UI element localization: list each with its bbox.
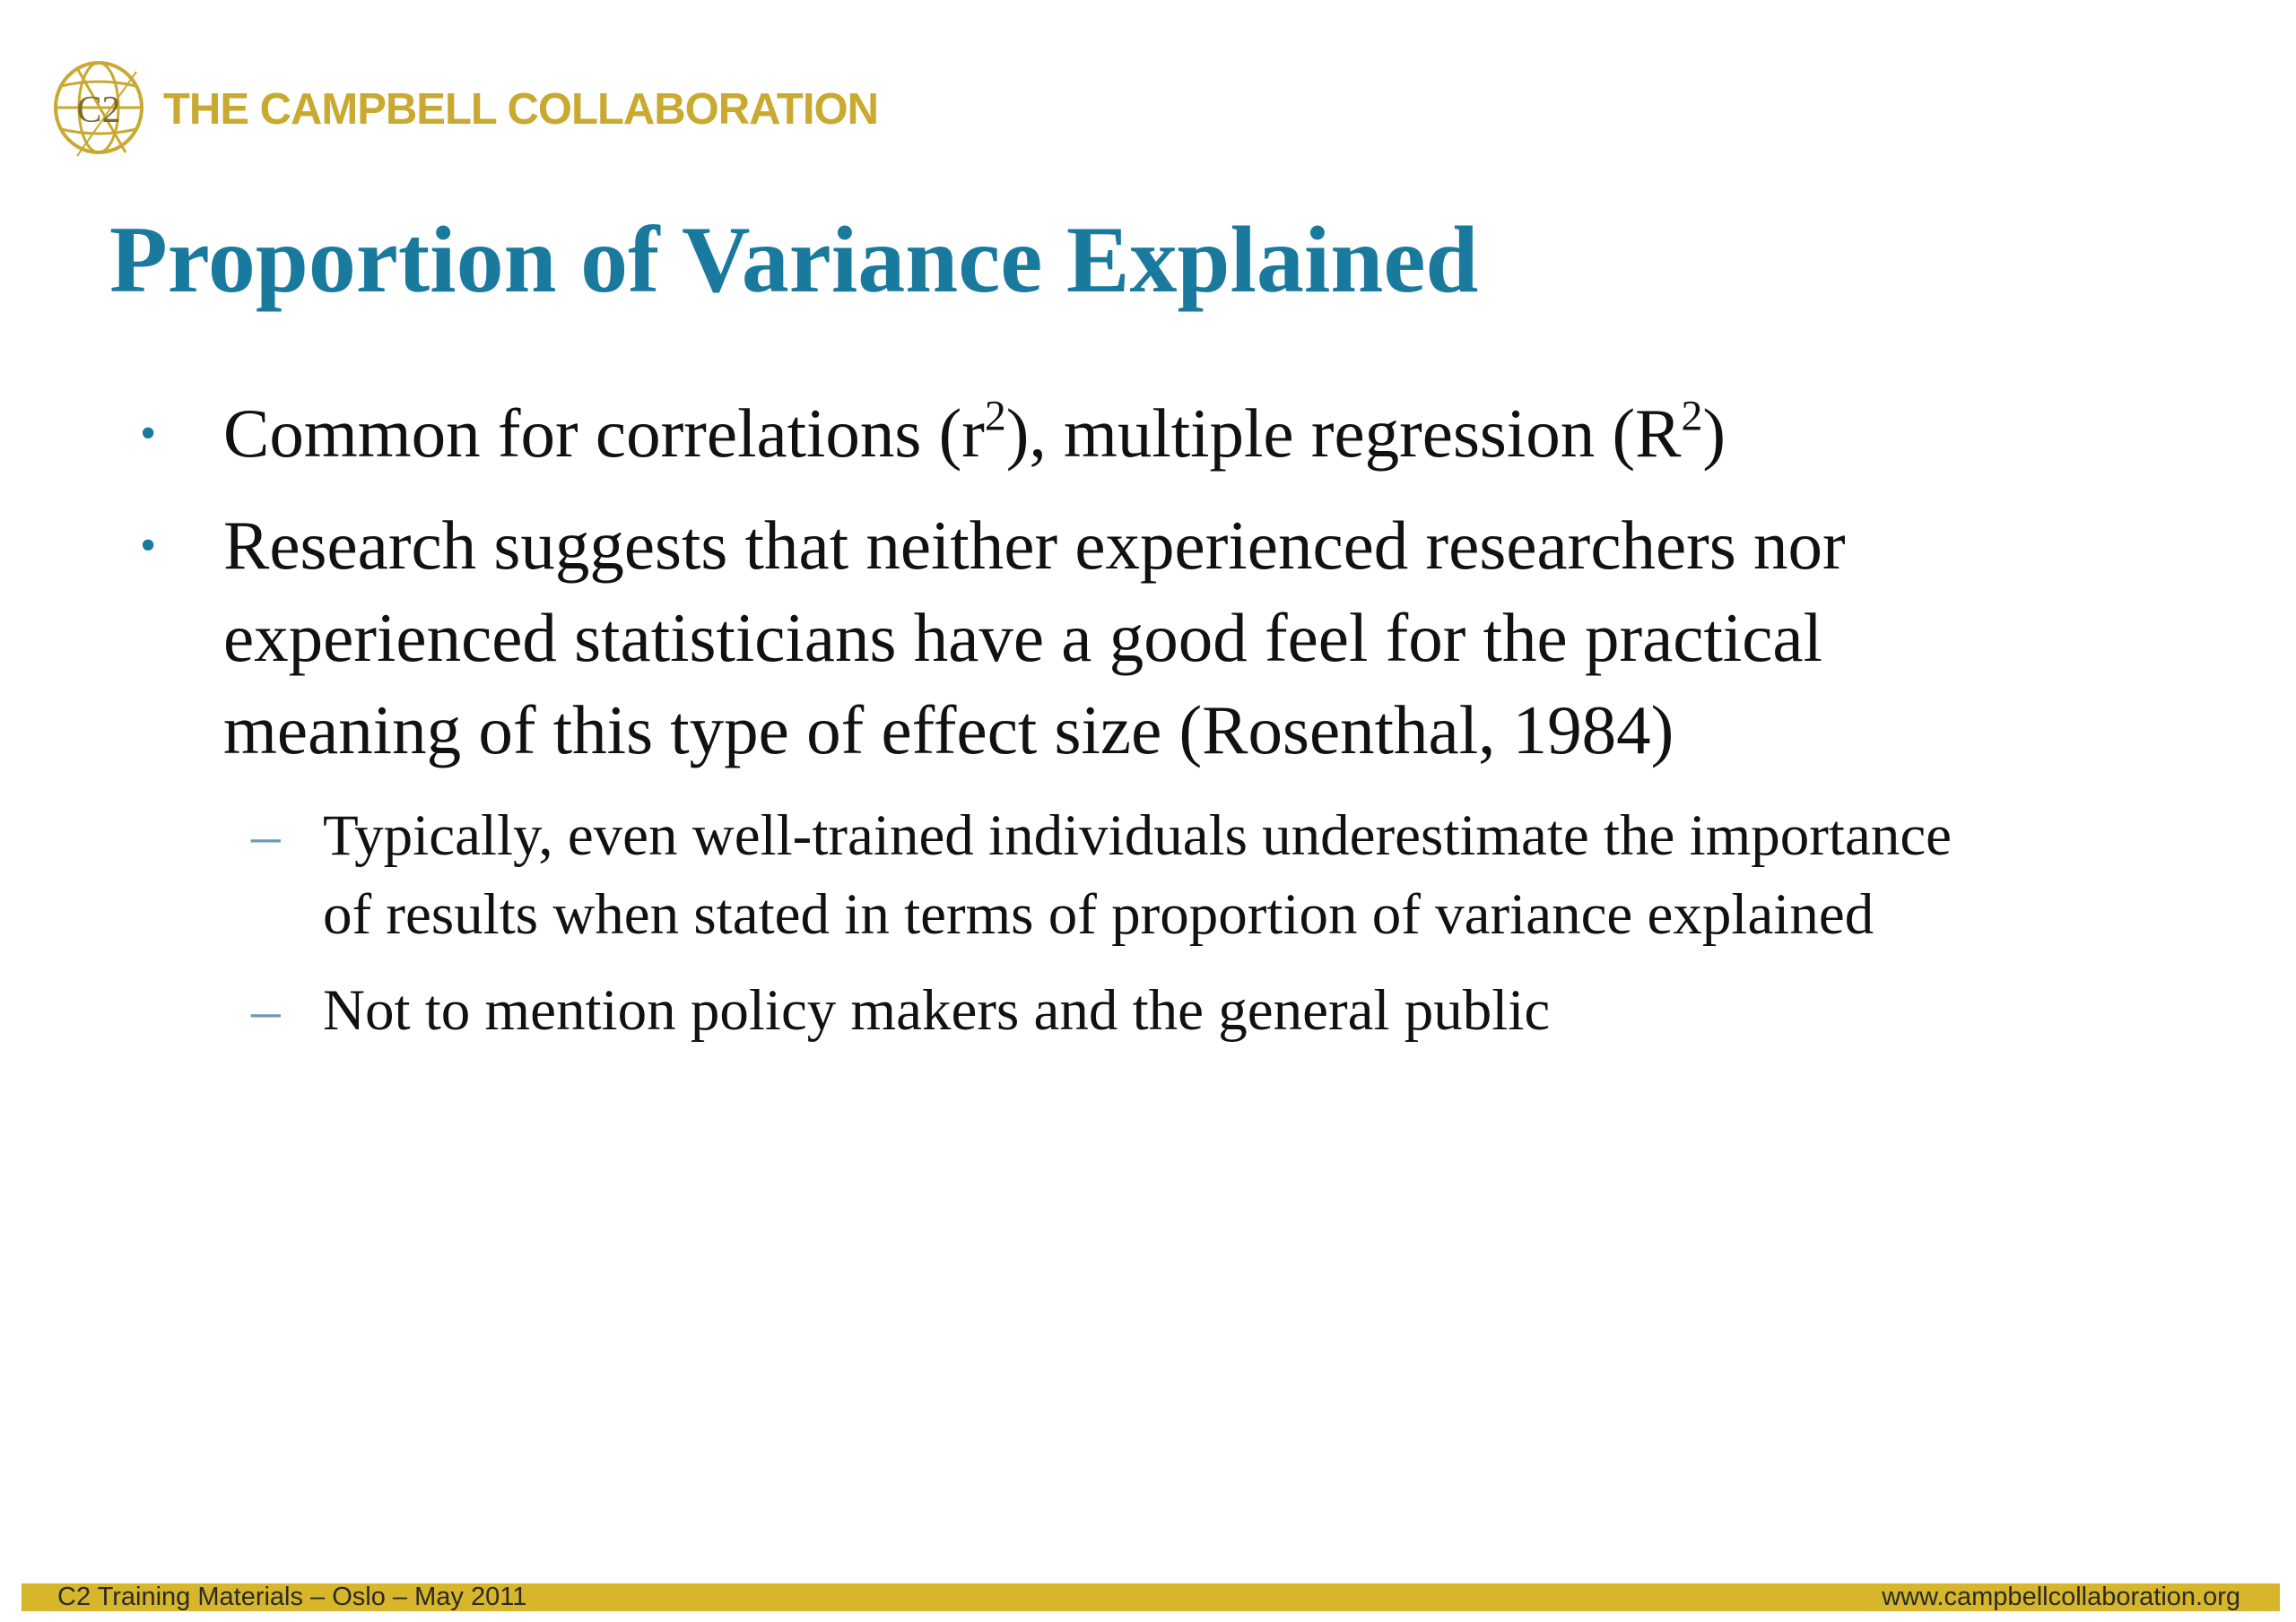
footer-left-text: C2 Training Materials – Oslo – May 2011: [57, 1583, 527, 1611]
globe-logo-icon: [50, 56, 151, 163]
bullet-text-part: ), multiple regression (R: [1005, 395, 1682, 472]
bullet-text: [223, 392, 1726, 472]
header: [50, 54, 878, 165]
footer-website-link[interactable]: www.campbellcollaboration.org: [1882, 1583, 2240, 1611]
sub-bullet-line: Not to mention policy makers and the general public: [323, 978, 1551, 1043]
bullet-line: experienced statisticians have a good feel for the practical: [223, 599, 1822, 676]
dash-marker: –: [251, 978, 281, 1043]
slide-content: [0, 387, 2296, 1067]
logo-text: C2: [76, 90, 121, 131]
bullet-text-part: ): [1702, 395, 1726, 472]
bullet-item: [0, 387, 2296, 480]
bullet-item: [0, 499, 2296, 776]
sub-bullet-item: [0, 971, 2296, 1050]
bullet-text-part: Common for correlations (r: [223, 395, 985, 472]
org-name: THE CAMPBELL COLLABORATION: [163, 85, 878, 134]
bullet-line: Research suggests that neither experienced researchers nor: [223, 507, 1846, 584]
sub-bullet-line: of results when stated in terms of proportion of variance explained: [323, 882, 1874, 947]
bullet-marker: •: [140, 408, 157, 459]
bullet-line: meaning of this type of effect size (Rosenthal, 1984): [223, 691, 1674, 768]
slide-title: Proportion of Variance Explained: [109, 207, 1479, 312]
footer-bar: [22, 1583, 2280, 1611]
superscript: 2: [984, 392, 1006, 440]
bullet-marker: •: [140, 520, 157, 571]
sub-bullet-item: [0, 796, 2296, 954]
dash-marker: –: [251, 803, 281, 868]
sub-bullet-line: Typically, even well-trained individuals underestimate the importance: [323, 803, 1952, 868]
superscript: 2: [1681, 392, 1703, 440]
